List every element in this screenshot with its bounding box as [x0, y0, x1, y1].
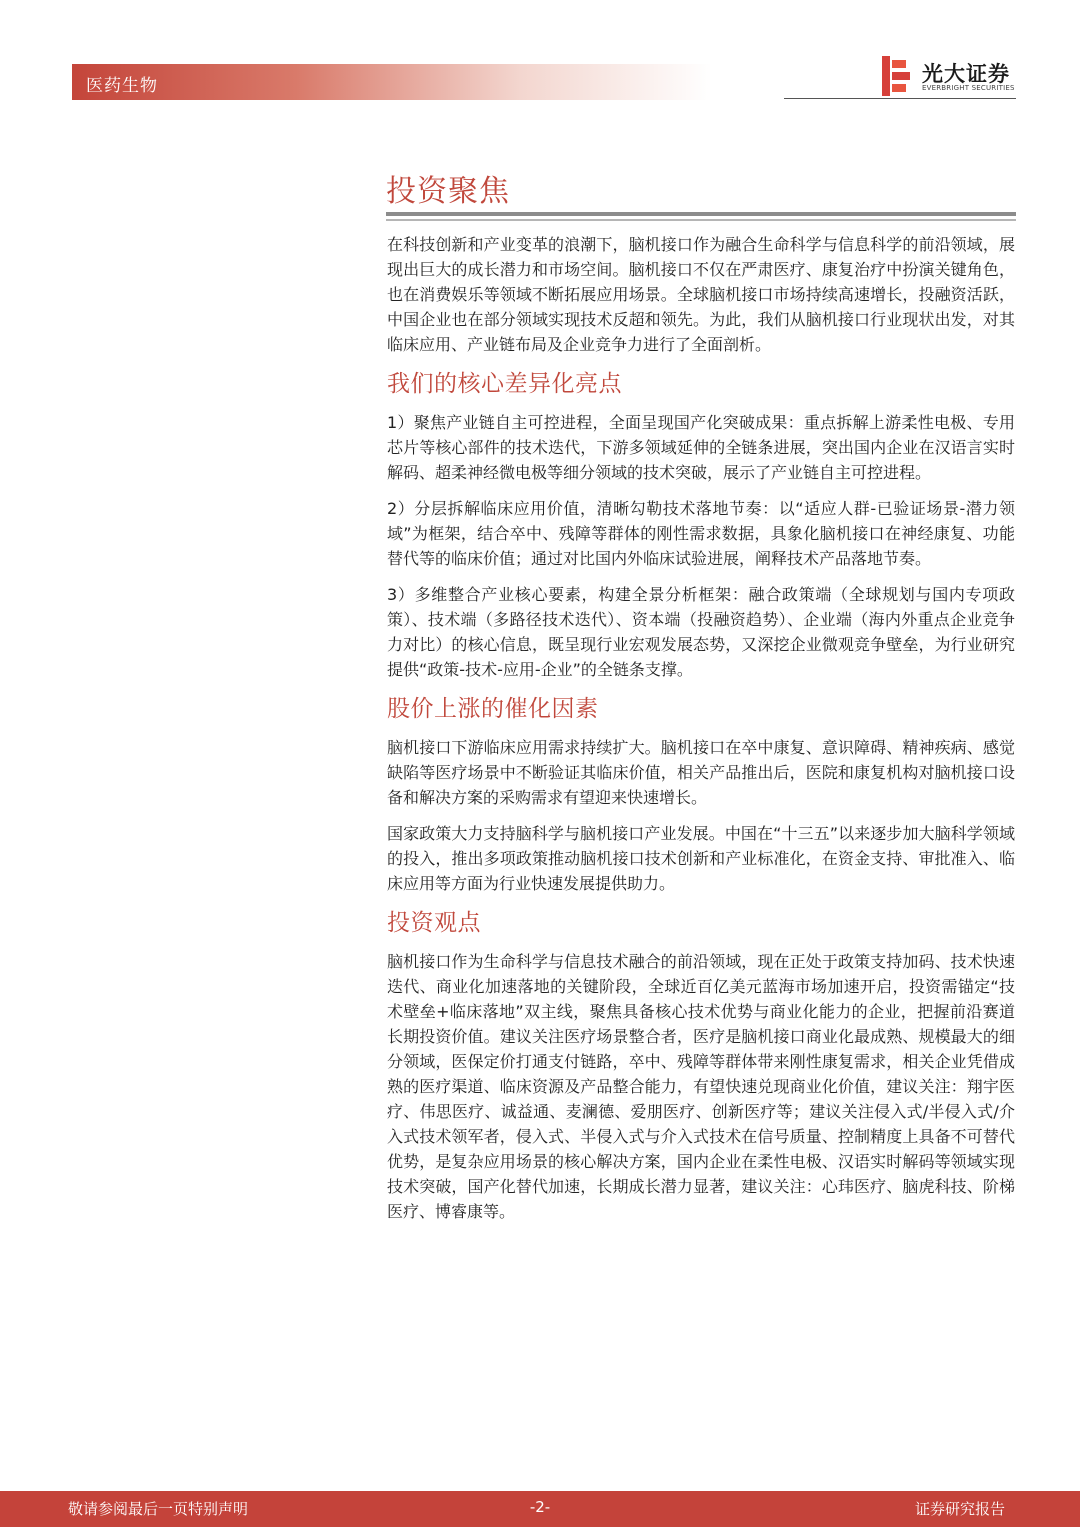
page-title: 投资聚焦: [386, 174, 510, 209]
header-band: [72, 64, 712, 100]
page-number: -2-: [529, 1498, 551, 1516]
footer-report-type: 证券研究报告: [914, 1500, 1005, 1518]
everbright-logo-icon: [882, 56, 912, 96]
intro-paragraph: 在科技创新和产业变革的浪潮下，脑机接口作为融合生命科学与信息科学的前沿领域，展现出巨大的成长潜力和市场空间。脑机接口不仅在严肃医疗、康复治疗中扮演关键角色，也在消费娱乐等领域不断拓展应用场景。全球脑机接口市场持续高速增长，投融资活跃，中国企业也在部分领域实现技术反超和领先。为此，我们从脑机接口行业现状出发，对其临床应用、产业链布局及企业竞争力进行了全面剖析。: [387, 235, 1015, 354]
main-content: [387, 232, 1015, 1235]
logo-english-name: EVERBRIGHT SECURITIES: [922, 84, 1015, 92]
header-section-label: 医药生物: [86, 76, 158, 96]
view-paragraph: 脑机接口作为生命科学与信息技术融合的前沿领域，现在正处于政策支持加码、技术快速迭代、商业化加速落地的关键阶段，全球近百亿美元蓝海市场加速开启，投资需锚定“技术壁垒+临床落地”双主线，聚焦具备核心技术优势与商业化能力的企业，把握前沿赛道长期投资价值。建议关注医疗场景整合者，医疗是脑机接口商业化最成熟、规模最大的细分领域，医保定价打通支付链路，卒中、残障等群体带来刚性康复需求，相关企业凭借成熟的医疗渠道、临床资源及产品整合能力，有望快速兑现商业化价值，建议关注：翔宇医疗、伟思医疗、诚益通、麦澜德、爱朋医疗、创新医疗等；建议关注侵入式/半侵入式/介入式技术领军者，侵入式、半侵入式与介入式技术在信号质量、控制精度上具备不可替代优势，是复杂应用场景的核心解决方案，国内企业在柔性电极、汉语实时解码等领域实现技术突破，国产化替代加速，长期成长潜力显著，建议关注：心玮医疗、脑虎科技、阶梯医疗、博睿康等。: [387, 952, 1015, 1221]
section-heading-highlights: 我们的核心差异化亮点: [387, 371, 622, 397]
highlight-paragraph-1: 1）聚焦产业链自主可控进程，全面呈现国产化突破成果：重点拆解上游柔性电极、专用芯片等核心部件的技术迭代，下游多领域延伸的全链条进展，突出国内企业在汉语言实时解码、超柔神经微电极等细分领域的技术突破，展示了产业链自主可控进程。: [387, 413, 1015, 482]
footer-disclaimer: 敬请参阅最后一页特别声明: [68, 1500, 249, 1518]
catalyst-paragraph-1: 脑机接口下游临床应用需求持续扩大。脑机接口在卒中康复、意识障碍、精神疾病、感觉缺陷等医疗场景中不断验证其临床价值，相关产品推出后，医院和康复机构对脑机接口设备和解决方案的采购需求有望迎来快速增长。: [387, 738, 1015, 807]
company-logo: [882, 56, 1022, 98]
highlight-paragraph-3: 3）多维整合产业核心要素，构建全景分析框架：融合政策端（全球规划与国内专项政策）、技术端（多路径技术迭代）、资本端（投融资趋势）、企业端（海内外重点企业竞争力对比）的核心信息，既呈现行业宏观发展态势，又深挖企业微观竞争壁垒，为行业研究提供“政策-技术-应用-企业”的全链条支撑。: [387, 585, 1015, 679]
section-heading-view: 投资观点: [387, 910, 481, 936]
highlight-paragraph-2: 2）分层拆解临床应用价值，清晰勾勒技术落地节奏：以“适应人群-已验证场景-潜力领域”为框架，结合卒中、残障等群体的刚性需求数据，具象化脑机接口在神经康复、功能替代等的临床价值；通过对比国内外临床试验进展，阐释技术产品落地节奏。: [387, 499, 1015, 568]
logo-chinese-name: 光大证券: [922, 62, 1010, 86]
title-rule: [386, 212, 1016, 216]
header-divider: [784, 98, 1016, 99]
catalyst-paragraph-2: 国家政策大力支持脑科学与脑机接口产业发展。中国在“十三五”以来逐步加大脑科学领域的投入，推出多项政策推动脑机接口技术创新和产业标准化，在资金支持、审批准入、临床应用等方面为行业快速发展提供助力。: [387, 824, 1015, 893]
section-heading-catalysts: 股价上涨的催化因素: [387, 696, 599, 722]
title-rule-secondary: [386, 219, 1016, 221]
